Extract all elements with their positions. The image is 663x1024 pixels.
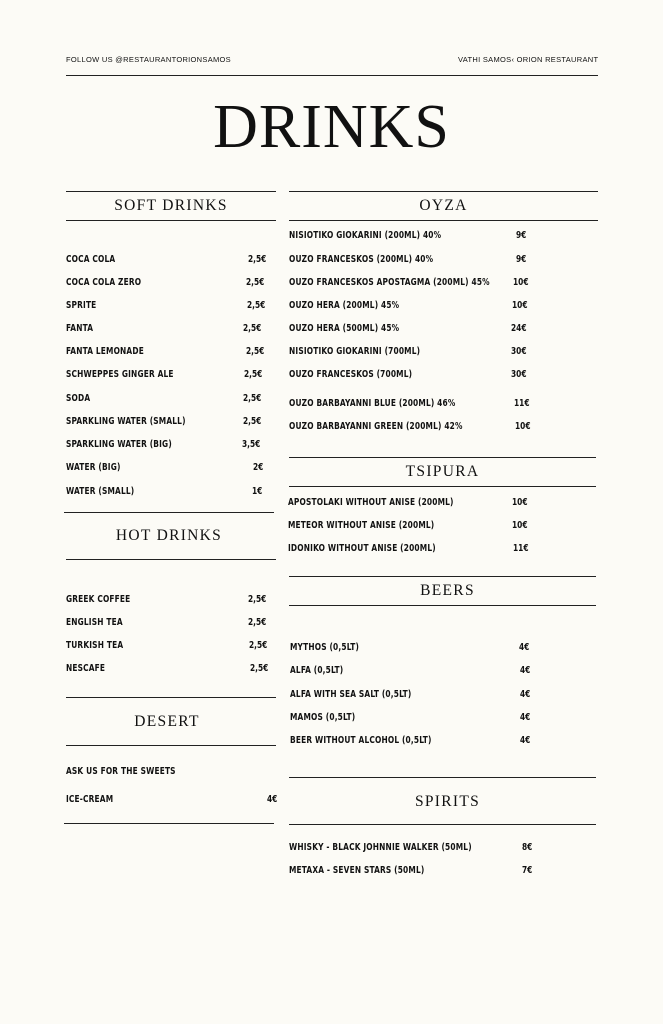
menu-item-price: 2,5€ bbox=[246, 277, 265, 288]
menu-item-price: 10€ bbox=[512, 300, 528, 311]
menu-item-price: 4€ bbox=[519, 642, 530, 653]
menu-item-price: 7€ bbox=[522, 865, 533, 876]
menu-item-price: 10€ bbox=[513, 277, 529, 288]
menu-item-price: 2,5€ bbox=[243, 393, 262, 404]
menu-item-name: SPARKLING WATER (BIG) bbox=[66, 439, 172, 450]
divider bbox=[289, 457, 596, 458]
menu-item-name: OUZO FRANCESKOS (700ML) bbox=[289, 369, 413, 380]
menu-item-price: 2,5€ bbox=[248, 254, 267, 265]
menu-item-price: 2,5€ bbox=[246, 346, 265, 357]
menu-item-name: IDONIKO WITHOUT ANISE (200ML) bbox=[288, 543, 436, 554]
divider bbox=[64, 512, 274, 513]
divider bbox=[289, 191, 598, 192]
menu-item-price: 4€ bbox=[520, 712, 531, 723]
menu-item-name: METAXA - SEVEN STARS (50ML) bbox=[289, 865, 425, 876]
divider bbox=[66, 745, 276, 746]
menu-item-price: 4€ bbox=[520, 689, 531, 700]
menu-item-price: 2,5€ bbox=[248, 617, 267, 628]
menu-item-price: 2,5€ bbox=[248, 594, 267, 605]
menu-item-price: 2€ bbox=[253, 462, 264, 473]
menu-item-name: SCHWEPPES GINGER ALE bbox=[66, 369, 174, 380]
section-heading-beers: BEERS bbox=[420, 582, 475, 599]
menu-item-price: 30€ bbox=[511, 346, 527, 357]
menu-item-name: MAMOS (0,5LT) bbox=[290, 712, 356, 723]
divider bbox=[66, 697, 276, 698]
divider bbox=[289, 777, 596, 778]
divider bbox=[289, 824, 596, 825]
menu-item-name: ALFA (0,5LT) bbox=[290, 665, 344, 676]
menu-item-price: 11€ bbox=[514, 398, 530, 409]
section-heading-hot-drinks: HOT DRINKS bbox=[115, 527, 223, 544]
menu-item-name: NISIOTIKO GIOKARINI (200ML) 40% bbox=[289, 230, 442, 241]
menu-item-price: 4€ bbox=[267, 794, 278, 805]
menu-item-price: 2,5€ bbox=[243, 323, 262, 334]
menu-item-name: ALFA WITH SEA SALT (0,5LT) bbox=[290, 689, 412, 700]
menu-item-price: 8€ bbox=[522, 842, 533, 853]
menu-item-price: 10€ bbox=[512, 497, 528, 508]
menu-item-price: 2,5€ bbox=[243, 416, 262, 427]
menu-item-name: FANTA LEMONADE bbox=[66, 346, 144, 357]
location-text: VATHI SAMOS‹ ORION RESTAURANT bbox=[458, 55, 599, 64]
menu-item-name: FANTA bbox=[66, 323, 94, 334]
menu-item-price: 30€ bbox=[511, 369, 527, 380]
section-heading-spirits: SPIRITS bbox=[414, 793, 481, 810]
menu-item-name: MYTHOS (0,5LT) bbox=[290, 642, 360, 653]
menu-item-name: OUZO BARBAYANNI BLUE (200ML) 46% bbox=[289, 398, 456, 409]
menu-item-name: ENGLISH TEA bbox=[66, 617, 123, 628]
divider bbox=[66, 220, 276, 221]
menu-item-price: 9€ bbox=[516, 230, 527, 241]
menu-item-price: 1€ bbox=[252, 486, 263, 497]
menu-item-name: METEOR WITHOUT ANISE (200ML) bbox=[288, 520, 435, 531]
menu-item-name: NESCAFE bbox=[66, 663, 106, 674]
divider bbox=[289, 576, 596, 577]
page-title: DRINKS bbox=[213, 93, 450, 161]
divider bbox=[289, 486, 596, 487]
menu-item-price: 2,5€ bbox=[249, 640, 268, 651]
divider bbox=[66, 191, 276, 192]
menu-item-name: OUZO FRANCESKOS APOSTAGMA (200ML) 45% bbox=[289, 277, 490, 288]
menu-item-price: 2,5€ bbox=[250, 663, 269, 674]
menu-item-price: 24€ bbox=[511, 323, 527, 334]
menu-item-name: OUZO BARBAYANNI GREEN (200ML) 42% bbox=[289, 421, 463, 432]
menu-item-price: 11€ bbox=[513, 543, 529, 554]
header-rule bbox=[66, 75, 598, 76]
menu-item-name: SPARKLING WATER (SMALL) bbox=[66, 416, 186, 427]
menu-item-price: 9€ bbox=[516, 254, 527, 265]
menu-item-price: 10€ bbox=[515, 421, 531, 432]
section-heading-desert: DESERT bbox=[134, 713, 200, 730]
menu-item-name: WHISKY - BLACK JOHNNIE WALKER (50ML) bbox=[289, 842, 472, 853]
divider bbox=[66, 559, 276, 560]
menu-item-name: GREEK COFFEE bbox=[66, 594, 131, 605]
menu-item-price: 4€ bbox=[520, 665, 531, 676]
menu-item-price: 4€ bbox=[520, 735, 531, 746]
menu-item-price: 3,5€ bbox=[242, 439, 261, 450]
menu-item-price: 2,5€ bbox=[247, 300, 266, 311]
menu-item-name: NISIOTIKO GIOKARINI (700ML) bbox=[289, 346, 421, 357]
menu-item-name: ICE-CREAM bbox=[66, 794, 114, 805]
section-heading-ouzo: OYZA bbox=[419, 197, 468, 214]
menu-item-name: APOSTOLAKI WITHOUT ANISE (200ML) bbox=[288, 497, 454, 508]
section-heading-soft-drinks: SOFT DRINKS bbox=[114, 197, 228, 214]
divider bbox=[289, 605, 596, 606]
divider bbox=[289, 220, 598, 221]
menu-item-name: OUZO HERA (500ML) 45% bbox=[289, 323, 400, 334]
section-heading-tsipura: TSIPURA bbox=[405, 463, 480, 480]
menu-item-name: COCA COLA bbox=[66, 254, 116, 265]
menu-item-name: SODA bbox=[66, 393, 91, 404]
menu-item-price: 2,5€ bbox=[244, 369, 263, 380]
menu-item-name: BEER WITHOUT ALCOHOL (0,5LT) bbox=[290, 735, 432, 746]
menu-item-name: TURKISH TEA bbox=[66, 640, 124, 651]
menu-item-name: COCA COLA ZERO bbox=[66, 277, 142, 288]
desert-note: ASK US FOR THE SWEETS bbox=[66, 766, 176, 777]
menu-item-price: 10€ bbox=[512, 520, 528, 531]
follow-text: FOLLOW US @RESTAURANTORIONSAMOS bbox=[66, 55, 231, 64]
menu-item-name: WATER (BIG) bbox=[66, 462, 121, 473]
menu-item-name: OUZO FRANCESKOS (200ML) 40% bbox=[289, 254, 434, 265]
divider bbox=[64, 823, 274, 824]
menu-item-name: SPRITE bbox=[66, 300, 97, 311]
menu-item-name: WATER (SMALL) bbox=[66, 486, 135, 497]
menu-item-name: OUZO HERA (200ML) 45% bbox=[289, 300, 400, 311]
